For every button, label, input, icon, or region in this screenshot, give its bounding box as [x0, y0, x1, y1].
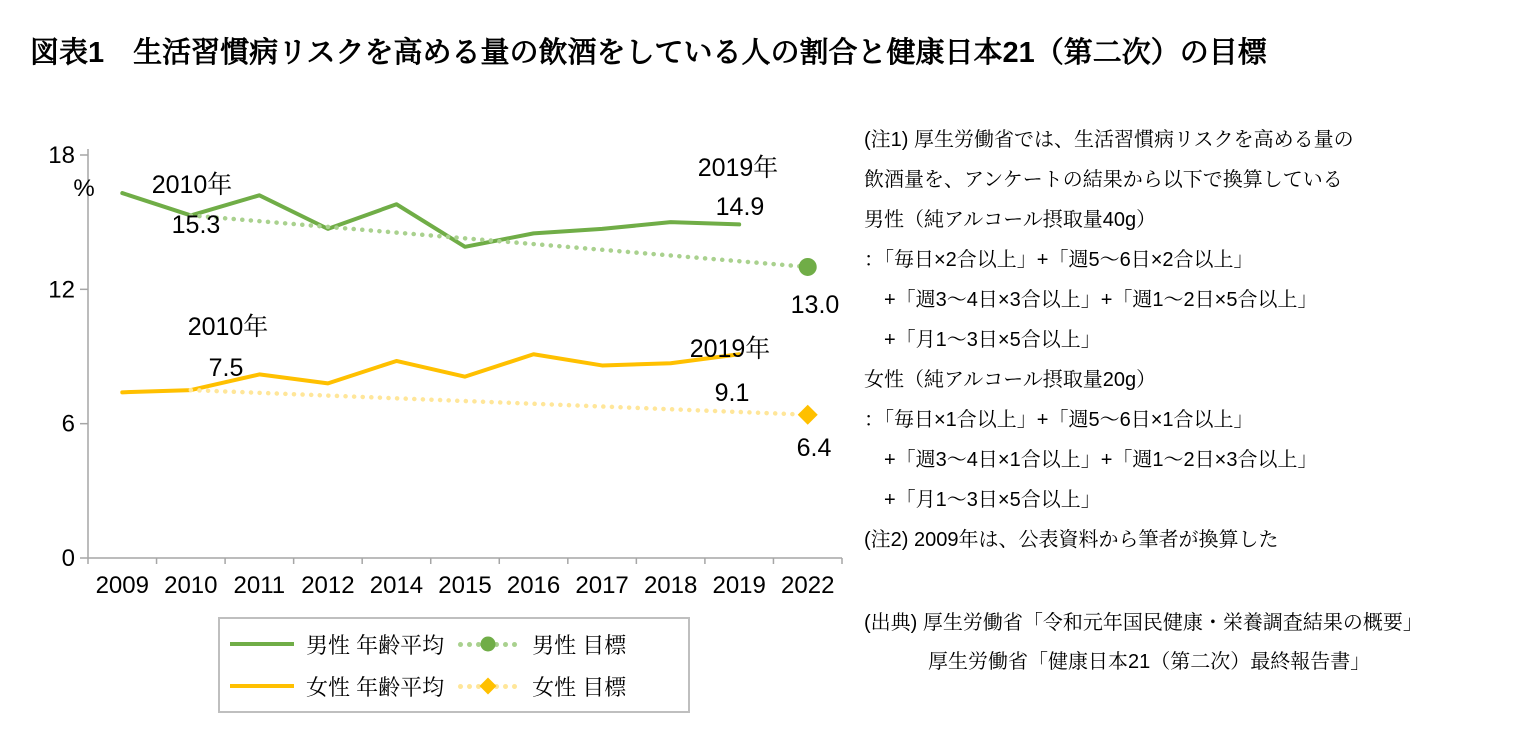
note-line: +「月1～3日×5合以上」	[864, 329, 1101, 351]
x-tick-label: 2009	[95, 572, 149, 599]
y-tick-label: 0	[61, 545, 75, 572]
male-2019-value-annotation: 14.9	[715, 193, 765, 221]
chart-annotations	[152, 154, 840, 462]
note-line: ：「毎日×2合以上」+「週5～6日×2合以上」	[864, 249, 1254, 271]
source-line: (出典) 厚生労働省「令和元年国民健康・栄養調査結果の概要」	[864, 612, 1423, 634]
legend-label-female-average: 女性 年齢平均	[306, 674, 445, 700]
x-tick-label: 2014	[369, 572, 424, 599]
x-tick-label: 2017	[575, 572, 629, 599]
y-tick-label: 12	[48, 276, 75, 304]
notes-block	[864, 120, 1354, 560]
male-2010-year-annotation: 2010年	[151, 171, 233, 199]
male-target-marker	[799, 258, 817, 276]
chart-legend	[218, 617, 690, 713]
legend-row-female	[230, 671, 688, 702]
x-tick-label: 2016	[506, 572, 561, 599]
y-tick-label: 18	[48, 142, 75, 169]
female-2010-value-annotation: 7.5	[208, 354, 244, 382]
x-tick-label: 2019	[712, 572, 766, 599]
male-target-circle-icon	[481, 637, 496, 652]
legend-label-male-target: 男性 目標	[532, 632, 627, 658]
x-tick-label: 2022	[781, 572, 835, 599]
x-tick-label: 2010	[164, 572, 218, 599]
note-line: +「月1～3日×5合以上」	[864, 489, 1101, 511]
female-2019-value-annotation: 9.1	[714, 379, 750, 407]
female-target-marker	[798, 405, 818, 425]
source-line: 厚生労働省「健康日本21（第二次）最終報告書」	[928, 651, 1371, 673]
note-line: 女性（純アルコール摂取量20g）	[864, 369, 1157, 391]
male-2010-value-annotation: 15.3	[171, 211, 221, 239]
x-tick-label: 2018	[643, 572, 698, 599]
note-line: +「週3～4日×1合以上」+「週1～2日×3合以上」	[864, 449, 1318, 471]
figure-title: 図表1 生活習慣病リスクを高める量の飲酒をしている人の割合と健康日本21（第二次）の目標	[30, 37, 1267, 69]
x-tick-label: 2011	[233, 572, 286, 599]
note-line: (注2) 2009年は、公表資料から筆者が換算した	[864, 529, 1279, 551]
y-tick-label: 6	[61, 410, 75, 438]
legend-label-female-target: 女性 目標	[532, 674, 627, 700]
legend-row-male	[230, 629, 688, 660]
male-target-line-sample-icon	[456, 642, 520, 647]
source-citation	[864, 604, 1423, 682]
female-average-line-sample-icon	[230, 684, 294, 688]
female-2019-year-annotation: 2019年	[689, 335, 771, 363]
note-line: 男性（純アルコール摂取量40g）	[864, 209, 1157, 231]
y-axis-unit-label: %	[73, 175, 95, 202]
x-tick-label: 2015	[438, 572, 492, 599]
x-tick-label: 2012	[301, 572, 355, 599]
male-target-value-annotation: 13.0	[790, 291, 840, 319]
legend-label-male-average: 男性 年齢平均	[306, 632, 445, 658]
male-2019-year-annotation: 2019年	[697, 154, 779, 182]
male-average-line-sample-icon	[230, 642, 294, 646]
note-line: +「週3～4日×3合以上」+「週1～2日×5合以上」	[864, 289, 1318, 311]
note-line: 飲酒量を、アンケートの結果から以下で換算している	[864, 169, 1343, 191]
female-target-value-annotation: 6.4	[796, 434, 832, 462]
female-target-line-sample-icon	[456, 684, 520, 689]
note-line: ：「毎日×1合以上」+「週5～6日×1合以上」	[864, 409, 1254, 431]
female-target-diamond-icon	[480, 678, 497, 695]
note-line: (注1) 厚生労働省では、生活習慣病リスクを高める量の	[864, 129, 1354, 151]
female-2010-year-annotation: 2010年	[187, 313, 269, 341]
